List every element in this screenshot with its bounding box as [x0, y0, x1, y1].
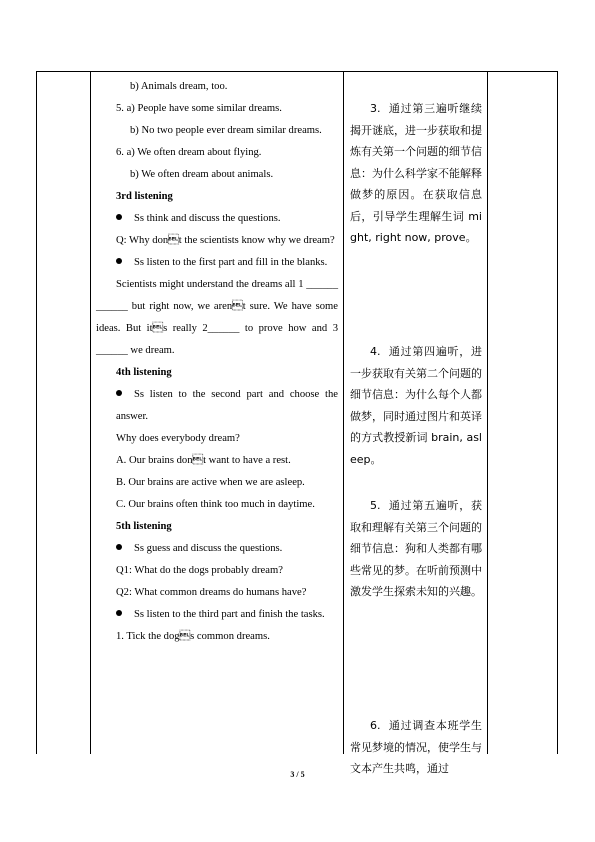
bullet-item: Ss listen to the third part and finish the tasks.	[96, 604, 338, 626]
text-line: b) Animals dream, too.	[130, 81, 228, 92]
bullet-item: Ss listen to the second part and choose the answer.	[116, 389, 338, 422]
text-line: b) No two people ever dream similar dreams.	[130, 125, 322, 136]
bullet-icon	[116, 258, 122, 264]
section-heading: 4th listening	[116, 367, 172, 378]
bullet-icon	[116, 214, 122, 220]
option-c: C. Our brains often think too much in daytime.	[116, 499, 315, 510]
page-number: 3 / 5	[290, 770, 305, 779]
table-col-border-5	[557, 71, 558, 754]
question-line: Q: Why dont the scientists know why we dream?	[116, 235, 335, 246]
note-text: 4. 通过第四遍听，进一步获取有关第二个问题的细节信息：为什么每个人都做梦，同时通过图片和英译的方式教授新词 brain, asleep。	[350, 345, 482, 466]
note-text: 3. 通过第三遍听继续揭开谜底，进一步获取和提炼有关第一个问题的细节信息：为什么科学家不能解释做梦的原因。在获取信息后，引导学生理解生词 might, right now, prove。	[350, 102, 482, 244]
note-text: 6. 通过调查本班学生常见梦境的情况，使学生与文本产生共鸣，通过	[350, 719, 482, 775]
table-top-border	[36, 71, 558, 72]
activity-column	[96, 76, 338, 648]
note-6	[350, 715, 482, 775]
table-col-border-2	[90, 71, 91, 754]
table-col-border-3	[343, 71, 344, 754]
bullet-item: Ss think and discuss the questions.	[96, 208, 338, 230]
text-line: 6. a) We often dream about flying.	[116, 147, 262, 158]
table-col-border-4	[487, 71, 488, 754]
bullet-icon	[116, 390, 122, 396]
question-line: Q2: What common dreams do humans have?	[116, 587, 307, 598]
option-a: A. Our brains dont want to have a rest.	[116, 455, 291, 466]
paragraph: Scientists might understand the dreams all 1 ______ ______ but right now, we arent sure. We have some ideas. But its really 2______ to prove how and 3 ______ we dream.	[96, 279, 338, 356]
note-3	[350, 98, 482, 249]
note-text: 5. 通过第五遍听，获取和理解有关第三个问题的细节信息：狗和人类都有哪些常见的梦。在听前预测中激发学生探索未知的兴趣。	[350, 499, 482, 598]
question-line: Why does everybody dream?	[116, 433, 240, 444]
text-line: 5. a) People have some similar dreams.	[116, 103, 282, 114]
bullet-icon	[116, 544, 122, 550]
option-b: B. Our brains are active when we are asleep.	[116, 477, 305, 488]
note-5	[350, 495, 482, 603]
bullet-item: Ss guess and discuss the questions.	[96, 538, 338, 560]
table-col-border-1	[36, 71, 37, 754]
note-4	[350, 341, 482, 470]
bullet-item: Ss listen to the first part and fill in the blanks.	[96, 252, 338, 274]
question-line: Q1: What do the dogs probably dream?	[116, 565, 283, 576]
section-heading: 3rd listening	[116, 191, 173, 202]
text-line: b) We often dream about animals.	[130, 169, 274, 180]
section-heading: 5th listening	[116, 521, 172, 532]
bullet-icon	[116, 610, 122, 616]
task-line: 1. Tick the dogs common dreams.	[116, 631, 270, 642]
